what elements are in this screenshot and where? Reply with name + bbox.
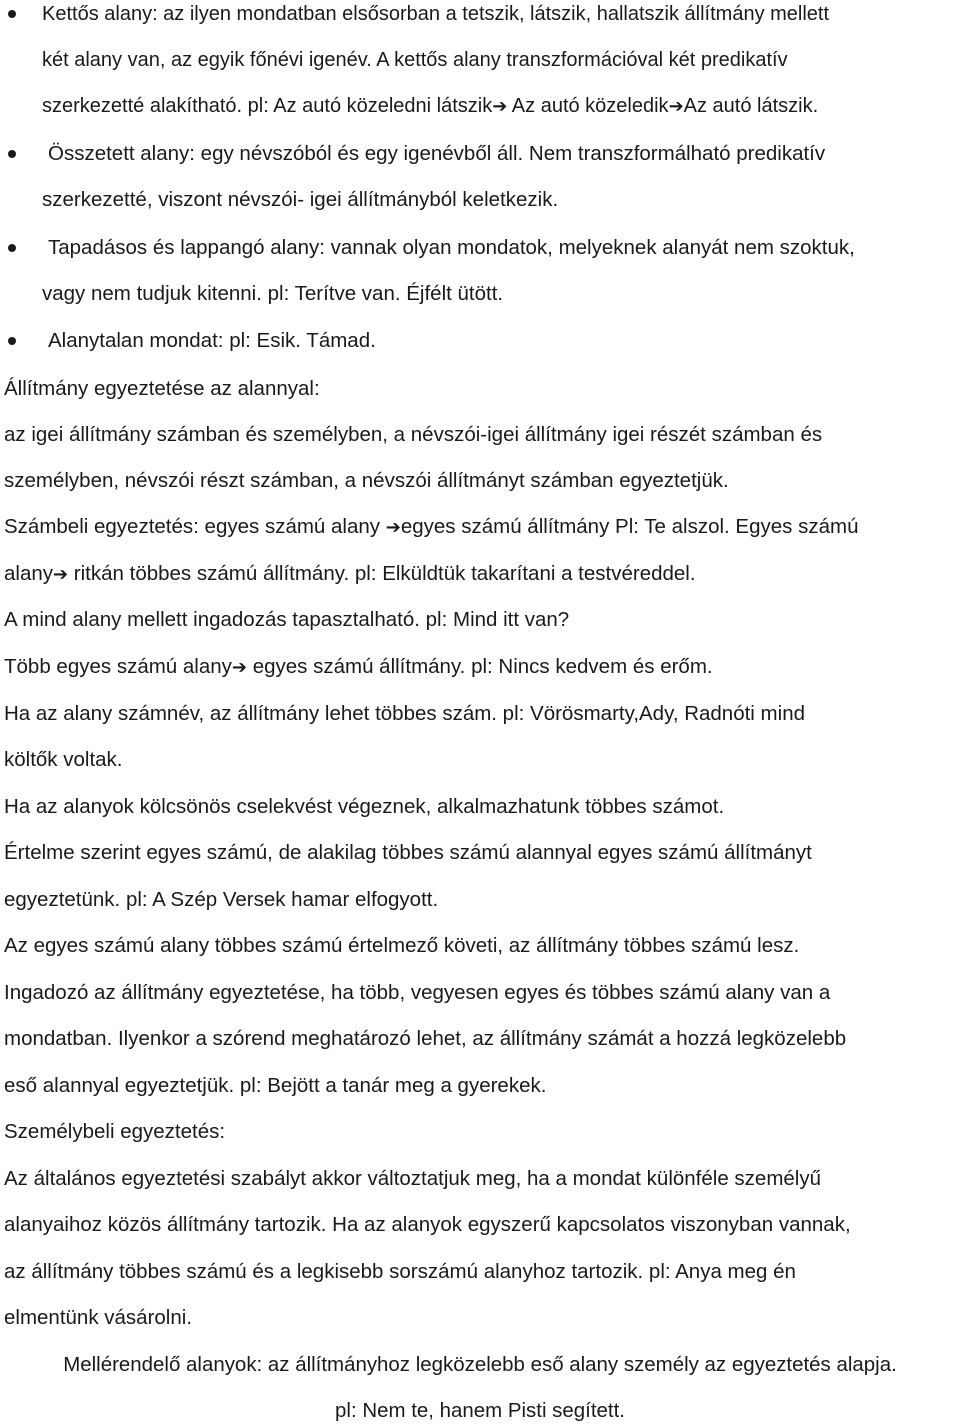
text-line: mondatban. Ilyenkor a szórend meghatározó lehet, az állítmány számát a hozzá legközelebb <box>4 1027 847 1050</box>
text-line: az igei állítmány számban és személyben, a névszói-igei állítmány igei részét számban és <box>4 423 823 446</box>
text-line <box>4 514 858 540</box>
text-segment: Több egyes számú alany <box>4 655 232 678</box>
text-line <box>42 93 818 119</box>
text-segment: Az autó látszik. <box>683 95 819 117</box>
arrow-right-icon: ➔ <box>668 96 684 116</box>
text-line: egyeztetünk. pl: A Szép Versek hamar elfogyott. <box>4 888 439 911</box>
text-segment: szerkezetté alakítható. pl: Az autó közeledni látszik <box>42 95 493 117</box>
text-line: Ha az alanyok kölcsönös cselekvést végeznek, alkalmazhatunk többes számot. <box>4 795 725 818</box>
text-line: szerkezetté, viszont névszói- igei állítmányból keletkezik. <box>42 188 559 211</box>
bullet-icon <box>8 244 16 252</box>
text-line <box>4 561 696 587</box>
arrow-right-icon: ➔ <box>385 517 401 537</box>
text-segment: egyes számú állítmány Pl: Te alszol. Egyes számú <box>400 515 859 538</box>
text-line: Összetett alany: egy névszóból és egy igenévből áll. Nem transzformálható predikatív <box>48 142 826 165</box>
text-line: pl: Nem te, hanem Pisti segített. <box>335 1399 625 1422</box>
text-line: eső alannyal egyeztetjük. pl: Bejött a tanár meg a gyerekek. <box>4 1074 547 1097</box>
bullet-icon <box>8 337 16 345</box>
text-line: Az egyes számú alany többes számú értelmező követi, az állítmány többes számú lesz. <box>4 934 800 957</box>
section-heading: Személybeli egyeztetés: <box>4 1120 226 1143</box>
text-segment: Az autó közeledik <box>507 95 669 117</box>
arrow-right-icon: ➔ <box>231 657 247 677</box>
text-segment: alany <box>4 562 54 585</box>
bullet-icon <box>8 10 16 18</box>
text-line <box>4 654 713 680</box>
text-line: személyben, névszói részt számban, a névszói állítmányt számban egyeztetjük. <box>4 469 729 492</box>
text-line: Kettős alany: az ilyen mondatban elsősorban a tetszik, látszik, hallatszik állítmány mellett <box>42 3 830 25</box>
arrow-right-icon: ➔ <box>492 96 508 116</box>
text-segment: egyes számú állítmány. pl: Nincs kedvem és erőm. <box>247 655 713 678</box>
text-line: két alany van, az egyik főnévi igenév. A kettős alany transzformációval két predikatív <box>42 49 788 71</box>
text-line: alanyaihoz közös állítmány tartozik. Ha az alanyok egyszerű kapcsolatos viszonyban vannak, <box>4 1213 851 1236</box>
text-line: Ha az alany számnév, az állítmány lehet többes szám. pl: Vörösmarty,Ady, Radnóti mind <box>4 702 805 725</box>
section-heading: Állítmány egyeztetése az alannyal: <box>4 377 320 400</box>
text-line: elmentünk vásárolni. <box>4 1306 193 1329</box>
text-line: Az általános egyeztetési szabályt akkor változtatjuk meg, ha a mondat különféle személyű <box>4 1167 822 1190</box>
text-line: Mellérendelő alanyok: az állítmányhoz legközelebb eső alany személy az egyeztetés alapja. <box>63 1353 897 1376</box>
text-line: Tapadásos és lappangó alany: vannak olyan mondatok, melyeknek alanyát nem szoktuk, <box>48 236 855 259</box>
text-line: Értelme szerint egyes számú, de alakilag többes számú alannyal egyes számú állítmányt <box>4 841 812 864</box>
text-segment: Számbeli egyeztetés: egyes számú alany <box>4 515 386 538</box>
text-line: A mind alany mellett ingadozás tapasztalható. pl: Mind itt van? <box>4 608 570 631</box>
text-line: vagy nem tudjuk kitenni. pl: Terítve van. Éjfélt ütött. <box>42 282 504 305</box>
text-line: Alanytalan mondat: pl: Esik. Támad. <box>48 329 376 352</box>
arrow-right-icon: ➔ <box>53 564 69 584</box>
bullet-icon <box>8 150 16 158</box>
text-line: Ingadozó az állítmány egyeztetése, ha több, vegyesen egyes és többes számú alany van a <box>4 981 831 1004</box>
text-segment: ritkán többes számú állítmány. pl: Elküldtük takarítani a testvéreddel. <box>68 562 696 585</box>
text-line: költők voltak. <box>4 748 123 771</box>
text-line: az állítmány többes számú és a legkisebb sorszámú alanyhoz tartozik. pl: Anya meg én <box>4 1260 796 1283</box>
